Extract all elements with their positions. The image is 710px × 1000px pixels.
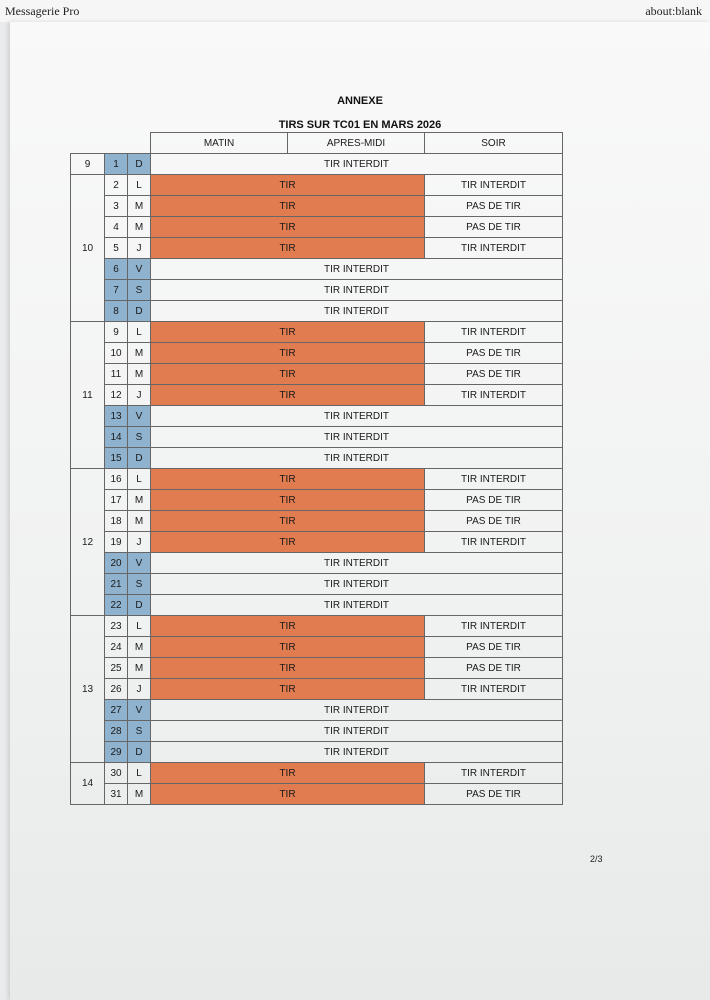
week-number-cell: 12 [71,469,105,616]
day-letter-cell: V [128,406,151,427]
browser-title-bar [0,0,710,22]
day-number-cell: 19 [105,532,128,553]
day-letter-cell: L [128,763,151,784]
day-letter-cell: L [128,616,151,637]
tir-cell: TIR [151,469,425,490]
table-row [71,658,563,679]
tir-cell: TIR [151,196,425,217]
day-letter-cell: L [128,469,151,490]
day-number-cell: 31 [105,784,128,805]
all-day-status-cell: TIR INTERDIT [151,154,563,175]
week-number-cell: 10 [71,175,105,322]
day-letter-cell: S [128,721,151,742]
day-letter-cell: M [128,637,151,658]
week-number-cell: 9 [71,154,105,175]
table-row [71,364,563,385]
document-heading: ANNEXE [337,95,383,107]
day-letter-cell: J [128,679,151,700]
table-row [71,385,563,406]
day-number-cell: 13 [105,406,128,427]
table-title: TIRS SUR TC01 EN MARS 2026 [278,119,442,131]
tir-cell: TIR [151,322,425,343]
soir-status-cell: TIR INTERDIT [425,385,563,406]
table-row [71,343,563,364]
table-row [71,154,563,175]
all-day-status-cell: TIR INTERDIT [151,721,563,742]
tir-cell: TIR [151,679,425,700]
day-letter-cell: S [128,280,151,301]
table-row [71,448,563,469]
day-letter-cell: M [128,784,151,805]
table-row [71,469,563,490]
day-number-cell: 6 [105,259,128,280]
day-letter-cell: L [128,175,151,196]
all-day-status-cell: TIR INTERDIT [151,280,563,301]
all-day-status-cell: TIR INTERDIT [151,427,563,448]
column-header-apres-midi: APRES-MIDI [288,133,425,154]
tir-cell: TIR [151,490,425,511]
soir-status-cell: TIR INTERDIT [425,322,563,343]
day-number-cell: 23 [105,616,128,637]
soir-status-cell: PAS DE TIR [425,196,563,217]
soir-status-cell: TIR INTERDIT [425,679,563,700]
header-row [71,133,563,154]
table-row [71,553,563,574]
tir-cell: TIR [151,511,425,532]
day-letter-cell: M [128,217,151,238]
tir-cell: TIR [151,637,425,658]
tir-cell: TIR [151,217,425,238]
soir-status-cell: TIR INTERDIT [425,238,563,259]
all-day-status-cell: TIR INTERDIT [151,259,563,280]
table-row [71,595,563,616]
day-number-cell: 10 [105,343,128,364]
day-number-cell: 30 [105,763,128,784]
all-day-status-cell: TIR INTERDIT [151,406,563,427]
all-day-status-cell: TIR INTERDIT [151,301,563,322]
table-row [71,637,563,658]
day-number-cell: 28 [105,721,128,742]
all-day-status-cell: TIR INTERDIT [151,574,563,595]
day-number-cell: 12 [105,385,128,406]
table-row [71,679,563,700]
all-day-status-cell: TIR INTERDIT [151,448,563,469]
tir-cell: TIR [151,238,425,259]
soir-status-cell: PAS DE TIR [425,343,563,364]
tir-cell: TIR [151,343,425,364]
table-row [71,175,563,196]
tir-cell: TIR [151,385,425,406]
table-row [71,406,563,427]
day-number-cell: 15 [105,448,128,469]
soir-status-cell: PAS DE TIR [425,511,563,532]
day-number-cell: 11 [105,364,128,385]
day-number-cell: 26 [105,679,128,700]
all-day-status-cell: TIR INTERDIT [151,700,563,721]
table-row [71,322,563,343]
week-number-cell: 11 [71,322,105,469]
table-row [71,763,563,784]
day-number-cell: 18 [105,511,128,532]
tir-cell: TIR [151,658,425,679]
day-number-cell: 24 [105,637,128,658]
tir-cell: TIR [151,175,425,196]
day-number-cell: 21 [105,574,128,595]
day-letter-cell: V [128,700,151,721]
soir-status-cell: PAS DE TIR [425,784,563,805]
soir-status-cell: TIR INTERDIT [425,616,563,637]
soir-status-cell: TIR INTERDIT [425,763,563,784]
day-number-cell: 2 [105,175,128,196]
day-number-cell: 5 [105,238,128,259]
day-letter-cell: M [128,658,151,679]
week-number-cell: 13 [71,616,105,763]
day-number-cell: 16 [105,469,128,490]
day-number-cell: 14 [105,427,128,448]
day-letter-cell: V [128,259,151,280]
blank-cell [128,133,151,154]
day-number-cell: 1 [105,154,128,175]
day-letter-cell: J [128,238,151,259]
table-row [71,217,563,238]
day-letter-cell: M [128,364,151,385]
table-row [71,301,563,322]
day-letter-cell: D [128,154,151,175]
day-letter-cell: M [128,196,151,217]
day-letter-cell: J [128,385,151,406]
day-number-cell: 22 [105,595,128,616]
tir-cell: TIR [151,532,425,553]
column-header-soir: SOIR [425,133,563,154]
soir-status-cell: TIR INTERDIT [425,532,563,553]
day-number-cell: 27 [105,700,128,721]
all-day-status-cell: TIR INTERDIT [151,553,563,574]
all-day-status-cell: TIR INTERDIT [151,742,563,763]
day-letter-cell: D [128,301,151,322]
day-letter-cell: D [128,742,151,763]
soir-status-cell: PAS DE TIR [425,490,563,511]
soir-status-cell: TIR INTERDIT [425,175,563,196]
week-number-cell: 14 [71,763,105,805]
day-letter-cell: S [128,574,151,595]
soir-status-cell: PAS DE TIR [425,364,563,385]
table-row [71,511,563,532]
column-header-matin: MATIN [151,133,288,154]
soir-status-cell: TIR INTERDIT [425,469,563,490]
soir-status-cell: PAS DE TIR [425,658,563,679]
soir-status-cell: PAS DE TIR [425,217,563,238]
all-day-status-cell: TIR INTERDIT [151,595,563,616]
app-title: Messagerie Pro [5,3,80,18]
page-number: 2/3 [590,854,603,864]
day-letter-cell: V [128,553,151,574]
day-number-cell: 8 [105,301,128,322]
day-letter-cell: D [128,595,151,616]
day-number-cell: 25 [105,658,128,679]
day-number-cell: 9 [105,322,128,343]
day-letter-cell: S [128,427,151,448]
table-row [71,574,563,595]
tir-cell: TIR [151,616,425,637]
table-row [71,196,563,217]
blank-cell [71,133,105,154]
table-row [71,280,563,301]
table-row [71,238,563,259]
table-row [71,490,563,511]
table-row [71,259,563,280]
table-row [71,742,563,763]
tir-cell: TIR [151,784,425,805]
url-label: about:blank [645,3,702,18]
day-letter-cell: J [128,532,151,553]
day-number-cell: 20 [105,553,128,574]
day-number-cell: 17 [105,490,128,511]
soir-status-cell: PAS DE TIR [425,637,563,658]
table-row [71,721,563,742]
table-row [71,700,563,721]
day-letter-cell: M [128,490,151,511]
day-number-cell: 7 [105,280,128,301]
day-number-cell: 4 [105,217,128,238]
tir-cell: TIR [151,763,425,784]
tir-cell: TIR [151,364,425,385]
day-number-cell: 29 [105,742,128,763]
blank-cell [105,133,128,154]
day-letter-cell: M [128,343,151,364]
table-row [71,616,563,637]
day-letter-cell: M [128,511,151,532]
table-row [71,427,563,448]
schedule-table [70,132,563,805]
table-row [71,532,563,553]
day-letter-cell: D [128,448,151,469]
day-letter-cell: L [128,322,151,343]
table-row [71,784,563,805]
day-number-cell: 3 [105,196,128,217]
document-page [10,22,710,1000]
